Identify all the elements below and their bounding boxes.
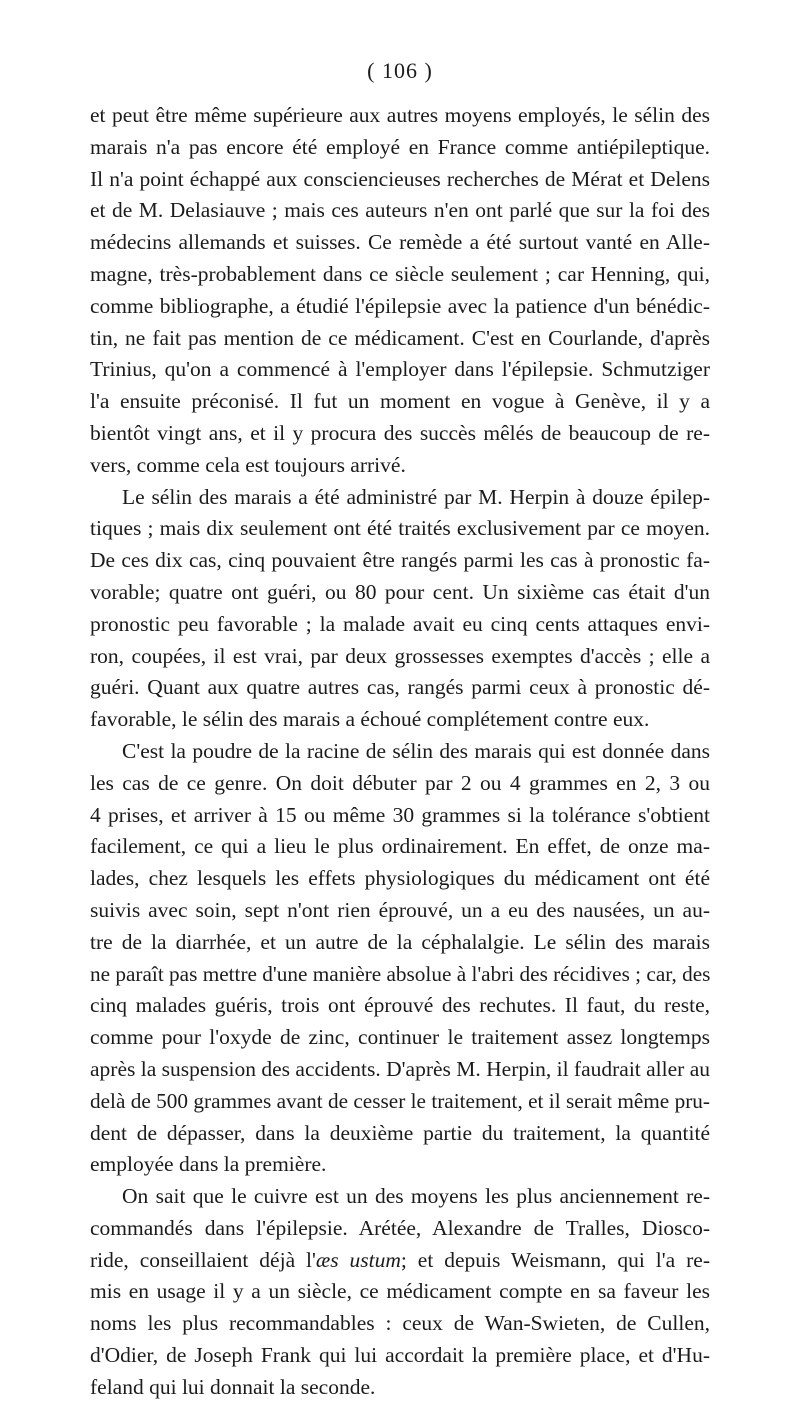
text-line: et peut être même supérieure aux autres moyens employés, le sélin des: [90, 103, 710, 127]
text-line: guéri. Quant aux quatre autres cas, rangés parmi ceux à pronostic dé-: [90, 675, 710, 700]
text-line: De ces dix cas, cinq pouvaient être rangés parmi les cas à pronostic fa-: [90, 548, 710, 573]
text-line: comme bibliographe, a étudié l'épilepsie avec la patience d'un bénédic-: [90, 293, 710, 318]
text-line: Il n'a point échappé aux consciencieuses recherches de Mérat et Delens: [90, 166, 710, 191]
text-line: lades, chez lesquels les effets physiologiques du médicament ont été: [90, 866, 710, 891]
page-number: ( 106 ): [367, 58, 433, 83]
text-line: comme pour l'oxyde de zinc, continuer le traitement assez longtemps: [90, 1025, 710, 1050]
text-line: ride, conseillaient déjà l'æs ustum; et depuis Weismann, qui l'a re-: [90, 1247, 710, 1272]
text-line: suivis avec soin, sept n'ont rien éprouvé, un a eu des nausées, un au-: [90, 897, 710, 922]
text-line: 4 prises, et arriver à 15 ou même 30 grammes si la tolérance s'obtient: [90, 802, 710, 827]
text-line: magne, très-probablement dans ce siècle seulement ; car Henning, qui,: [90, 261, 710, 286]
text-line: d'Odier, de Joseph Frank qui lui accordait la première place, et d'Hu-: [90, 1343, 710, 1368]
text-line: C'est la poudre de la racine de sélin des marais qui est donnée dans: [122, 738, 710, 763]
text-line: les cas de ce genre. On doit débuter par 2 ou 4 grammes en 2, 3 ou: [90, 770, 710, 795]
text-line: employée dans la première.: [90, 1152, 327, 1177]
text-line: médecins allemands et suisses. Ce remède a été surtout vanté en Alle-: [90, 230, 710, 255]
text-line: ron, coupées, il est vrai, par deux grossesses exemptes d'accès ; elle a: [90, 643, 710, 668]
text-line: Le sélin des marais a été administré par M. Herpin à douze épilep-: [122, 484, 710, 509]
text-line: après la suspension des accidents. D'après M. Herpin, il faudrait aller au: [90, 1056, 711, 1081]
text-line: facilement, ce qui a lieu le plus ordinairement. En effet, de onze ma-: [90, 834, 710, 859]
text-line: et de M. Delasiauve ; mais ces auteurs n'en ont parlé que sur la foi des: [90, 198, 710, 223]
text-line: pronostic peu favorable ; la malade avait eu cinq cents attaques envi-: [90, 611, 710, 636]
text-line: cinq malades guéris, trois ont éprouvé des rechutes. Il faut, du reste,: [90, 993, 710, 1018]
text-line: ne paraît pas mettre d'une manière absolue à l'abri des récidives ; car, des: [90, 961, 711, 986]
text-line: Trinius, qu'on a commencé à l'employer dans l'épilepsie. Schmutziger: [90, 357, 710, 382]
text-line: vers, comme cela est toujours arrivé.: [90, 452, 406, 477]
text-line: vorable; quatre ont guéri, ou 80 pour cent. Un sixième cas était d'un: [90, 579, 710, 604]
text-line: tre de la diarrhée, et un autre de la céphalalgie. Le sélin des marais: [90, 929, 710, 954]
text-line: bientôt vingt ans, et il y procura des succès mêlés de beaucoup de re-: [90, 420, 710, 445]
text-line: tiques ; mais dix seulement ont été traités exclusivement par ce moyen.: [90, 516, 710, 541]
text-line: tin, ne fait pas mention de ce médicament. C'est en Courlande, d'après: [90, 325, 710, 350]
text-line: l'a ensuite préconisé. Il fut un moment en vogue à Genève, il y a: [90, 389, 710, 414]
text-line: feland qui lui donnait la seconde.: [90, 1374, 376, 1399]
text-line: dent de dépasser, dans la deuxième partie du traitement, la quantité: [90, 1120, 710, 1145]
text-line: mis en usage il y a un siècle, ce médicament compte en sa faveur les: [90, 1279, 710, 1304]
text-line: commandés dans l'épilepsie. Arétée, Alexandre de Tralles, Diosco-: [90, 1215, 710, 1240]
text-line: marais n'a pas encore été employé en France comme antiépileptique.: [90, 134, 710, 159]
text-line: favorable, le sélin des marais a échoué complétement contre eux.: [90, 707, 650, 732]
text-line: noms les plus recommandables : ceux de Wan-Swieten, de Cullen,: [90, 1311, 710, 1336]
text-line: delà de 500 grammes avant de cesser le traitement, et il serait même pru-: [90, 1088, 710, 1113]
body-text: [90, 100, 710, 1404]
text-line: On sait que le cuivre est un des moyens les plus anciennement re-: [122, 1184, 710, 1209]
